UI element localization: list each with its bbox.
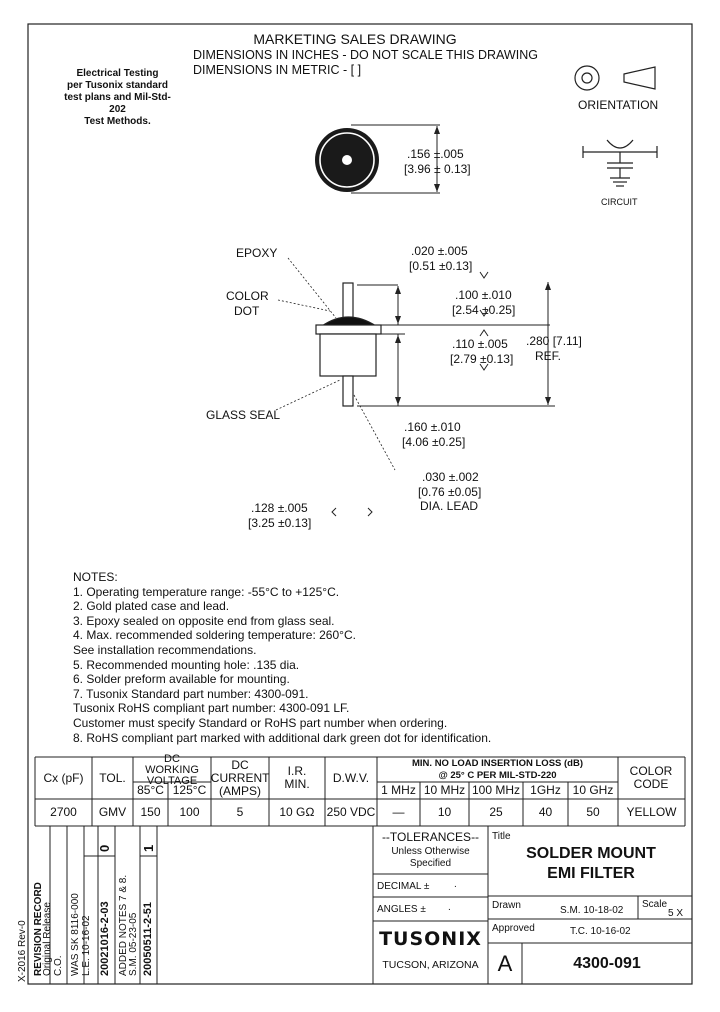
callout-epoxy: EPOXY xyxy=(236,246,278,260)
header-freq-10ghz: 10 GHz xyxy=(572,783,614,797)
drawn-label: Drawn xyxy=(492,900,521,911)
revision-record-label: REVISION RECORD xyxy=(33,882,44,976)
added-notes: ADDED NOTES 7 & 8. xyxy=(118,874,129,976)
testing-line-1: Electrical Testing xyxy=(76,68,159,79)
dim-lead-length: .100 ±.010 xyxy=(455,288,512,302)
revision-0-co: 20021016-2-03 xyxy=(99,901,111,976)
dim-lead-diameter-metric: [0.76 ±0.05] xyxy=(418,485,482,499)
dim-top-diameter-metric: [3.96 ± 0.13] xyxy=(404,162,471,176)
angles-tolerance-label: ANGLES ± xyxy=(377,904,426,915)
circuit-label: CIRCUIT xyxy=(601,197,638,207)
note-line: 4. Max. recommended soldering temperature: 260°C. xyxy=(73,628,356,643)
header-freq-100mhz: 100 MHz xyxy=(471,783,521,797)
value-125c: 100 xyxy=(179,805,200,819)
dim-body-length-metric: [2.79 ±0.13] xyxy=(450,352,514,366)
header-freq-1ghz: 1GHz xyxy=(530,783,561,797)
drawn-value: S.M. 10-18-02 xyxy=(560,905,624,916)
was-sk-number: WAS SK 8116-000 xyxy=(70,893,81,976)
dim-body-diameter-metric: [4.06 ±0.25] xyxy=(402,435,466,449)
callout-glass-seal: GLASS SEAL xyxy=(206,408,281,422)
value-freq-10ghz: 50 xyxy=(586,805,600,819)
header-85c: 85°C xyxy=(137,783,164,797)
notes-heading: NOTES: xyxy=(73,570,118,584)
note-line: 3. Epoxy sealed on opposite end from glass seal. xyxy=(73,613,335,628)
revision-1-letter: 1 xyxy=(141,844,156,852)
note-line: 6. Solder preform available for mounting. xyxy=(73,672,290,687)
header-freq-1mhz: 1 MHz xyxy=(381,783,416,797)
dim-overall-length: .280 [7.11] xyxy=(526,334,582,348)
decimal-tolerance-label: DECIMAL ± xyxy=(377,881,430,892)
decimal-tolerance-value: . xyxy=(454,879,457,890)
title-label: Title xyxy=(492,831,511,842)
note-line: 1. Operating temperature range: -55°C to +125°C. xyxy=(73,584,340,599)
dim-flange-thickness-metric: [0.51 ±0.13] xyxy=(409,259,473,273)
header-dc-current: DC CURRENT (AMPS) xyxy=(210,757,270,798)
drawing-title: MARKETING SALES DRAWING xyxy=(253,31,457,47)
approved-value: T.C. 10-16-02 xyxy=(570,926,631,937)
title-line-2: EMI FILTER xyxy=(547,865,635,882)
dim-overall-ref: REF. xyxy=(535,349,562,363)
note-line: 5. Recommended mounting hole: .135 dia. xyxy=(73,657,300,672)
orientation-label: ORIENTATION xyxy=(578,98,659,112)
dim-flange-diameter-metric: [3.25 ±0.13] xyxy=(248,516,312,530)
scale-label: Scale xyxy=(642,899,668,910)
callout-dot: DOT xyxy=(234,304,260,318)
header-tolerance: TOL. xyxy=(99,770,126,785)
value-freq-100mhz: 25 xyxy=(489,805,503,819)
note-line: Tusonix RoHS compliant part number: 4300-091 LF. xyxy=(73,701,350,716)
revision-1-co: 20050511-2-51 xyxy=(142,901,154,976)
value-freq-1ghz: 40 xyxy=(538,805,553,819)
dimensions-metric-note: DIMENSIONS IN METRIC - [ ] xyxy=(193,63,362,77)
note-line: 8. RoHS compliant part marked with additional dark green dot for identification. xyxy=(73,730,492,745)
value-ir-min: 10 GΩ xyxy=(279,805,315,819)
value-freq-10mhz: 10 xyxy=(437,805,452,819)
tolerances-specified: Specified xyxy=(409,858,452,869)
value-color-code: YELLOW xyxy=(626,805,677,819)
testing-line-3: test plans and Mil-Std-202 xyxy=(64,92,171,115)
header-insertion-loss-condition: @ 25° C PER MIL-STD-220 xyxy=(438,770,557,781)
header-dwv: D.W.V. xyxy=(332,770,370,785)
note-line: See installation recommendations. xyxy=(73,642,257,657)
dim-lead-length-metric: [2.54 ±0.25] xyxy=(452,303,516,317)
value-85c: 150 xyxy=(140,805,161,819)
note-line: Customer must specify Standard or RoHS part number when ordering. xyxy=(73,715,448,730)
approved-label: Approved xyxy=(492,923,535,934)
value-dwv: 250 VDC xyxy=(326,805,376,819)
value-tolerance: GMV xyxy=(98,805,127,819)
value-capacitance: 2700 xyxy=(50,805,77,819)
side-view-drawing xyxy=(276,258,555,516)
header-125c: 125°C xyxy=(172,783,207,797)
dim-body-diameter: .160 ±.010 xyxy=(404,420,461,434)
testing-line-4: Test Methods. xyxy=(84,116,151,127)
callout-color: COLOR xyxy=(226,289,269,303)
tolerances-title: --TOLERANCES-- xyxy=(381,830,480,844)
title-line-1: SOLDER MOUNT xyxy=(526,845,656,862)
was-sk-date: L.E. 10-16-02 xyxy=(81,915,92,976)
note-line: 2. Gold plated case and lead. xyxy=(73,599,230,614)
angles-tolerance-value: . xyxy=(448,902,451,913)
circuit-symbol-icon xyxy=(583,140,657,186)
header-dc-working-voltage: DC WORKING VOLTAGE xyxy=(145,752,199,787)
tolerances-unless: Unless Otherwise xyxy=(391,846,470,857)
value-freq-1mhz: — xyxy=(392,805,405,819)
revision-0-letter: 0 xyxy=(97,844,112,852)
added-notes-date: S.M. 05-23-05 xyxy=(128,912,139,976)
header-ir-min: I.R. MIN. xyxy=(284,764,310,791)
notes-section xyxy=(73,570,491,745)
original-release: Original Release xyxy=(42,902,53,976)
header-color-code: COLOR CODE xyxy=(629,764,673,791)
company-location: TUCSON, ARIZONA xyxy=(382,959,479,971)
header-capacitance: Cx (pF) xyxy=(43,770,84,785)
testing-line-2: per Tusonix standard xyxy=(67,80,168,91)
part-number: 4300-091 xyxy=(573,955,641,972)
form-number: X-2016 Rev-0 xyxy=(17,920,28,982)
note-line: 7. Tusonix Standard part number: 4300-091. xyxy=(73,686,309,701)
dim-flange-thickness: .020 ±.005 xyxy=(411,244,468,258)
dim-body-length: .110 ±.005 xyxy=(452,337,508,351)
value-dc-current: 5 xyxy=(236,805,244,819)
dim-lead-diameter: .030 ±.002 xyxy=(422,470,479,484)
header-insertion-loss: MIN. NO LOAD INSERTION LOSS (dB) xyxy=(412,758,583,769)
header-freq-10mhz: 10 MHz xyxy=(423,783,466,797)
drawing-size: A xyxy=(497,951,513,976)
dimensions-inches-note: DIMENSIONS IN INCHES - DO NOT SCALE THIS DRAWING xyxy=(193,48,538,62)
original-co: C.O. xyxy=(53,955,64,976)
company-logo: TUSONIX xyxy=(379,928,482,950)
scale-value: 5 X xyxy=(668,908,684,919)
dim-lead-diameter-label: DIA. LEAD xyxy=(420,499,479,513)
dim-top-diameter: .156 ±.005 xyxy=(407,147,464,161)
electrical-testing-note xyxy=(60,68,175,128)
dim-flange-diameter: .128 ±.005 xyxy=(251,501,308,515)
orientation-icon xyxy=(575,66,655,90)
